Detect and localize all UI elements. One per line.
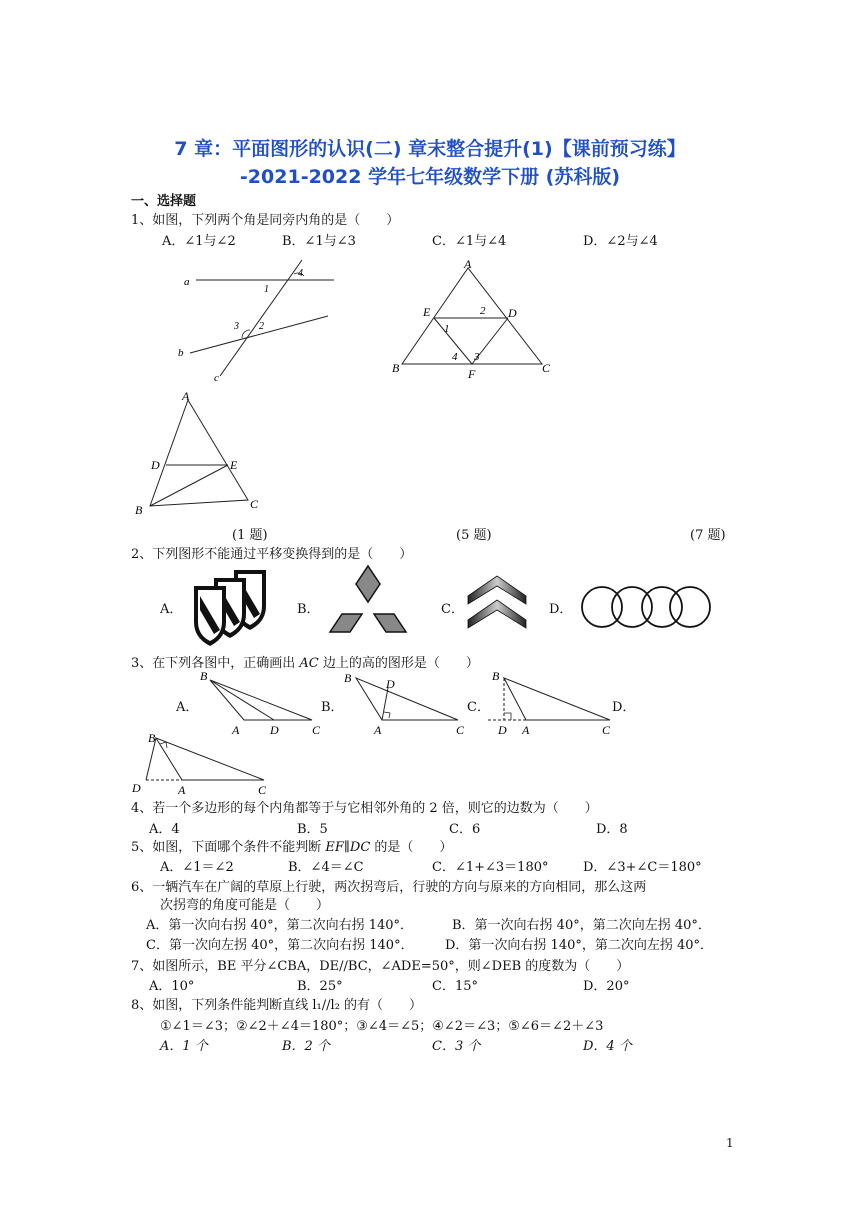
caption-q7: (7 题) <box>690 528 726 543</box>
svg-text:D: D <box>498 723 507 737</box>
label-2: 2 <box>480 305 486 317</box>
svg-text:A: A <box>232 723 240 737</box>
rings-logo-icon <box>578 584 714 630</box>
caption-q1: (1 题) <box>232 528 268 543</box>
q4-option-c: C．6 <box>449 822 481 837</box>
svg-text:B: B <box>344 671 352 685</box>
q3-option-a: A． <box>176 700 199 715</box>
page-title-line1: 7 章：平面图形的认识(二) 章末整合提升(1)【课前预习练】 <box>174 138 686 160</box>
label-E: E <box>230 458 238 472</box>
svg-text:C: C <box>456 723 465 737</box>
q4-option-b: B．5 <box>297 822 328 837</box>
q8-stem: 8、如图，下列条件能判断直线 l₁//l₂ 的有（ ） <box>131 998 423 1013</box>
q7-option-c: C．15° <box>432 979 478 994</box>
q2-stem: 2、下列图形不能通过平移变换得到的是（ ） <box>131 547 413 562</box>
q4-option-a: A．4 <box>149 822 180 837</box>
q1-option-d: D．∠2与∠4 <box>583 234 658 249</box>
q8-option-c: C．3 个 <box>432 1039 481 1054</box>
label-2: 2 <box>259 321 264 332</box>
figure-q3-c <box>486 668 616 738</box>
q1-option-a: A．∠1与∠2 <box>162 234 236 249</box>
q7-stem: 7、如图所示，BE 平分∠CBA，DE//BC，∠ADE=50°，则∠DEB 的度数为（ ） <box>131 959 630 974</box>
q7-option-b: B．25° <box>297 979 343 994</box>
label-B: B <box>135 503 143 517</box>
q4-option-d: D．8 <box>596 822 628 837</box>
page-title-line2: -2021-2022 学年七年级数学下册 (苏科版) <box>239 166 621 188</box>
q6-option-c: C．第一次向左拐 40°，第二次向右拐 140°． <box>146 938 414 953</box>
q6-option-b: B．第一次向右拐 40°，第二次向左拐 40°． <box>452 918 711 933</box>
label-4: 4 <box>452 351 458 363</box>
label-A: A <box>182 389 190 403</box>
label-D: D <box>151 458 160 472</box>
page-number: 1 <box>726 1136 734 1150</box>
q5-option-a: A．∠1＝∠2 <box>160 860 234 875</box>
diamond-logo-icon <box>326 564 410 636</box>
q3-option-c: C． <box>467 700 490 715</box>
label-A: A <box>464 257 472 271</box>
label-B: B <box>392 361 400 375</box>
q8-conditions: ①∠1＝∠3；②∠2＋∠4＝180°；③∠4＝∠5；④∠2＝∠3；⑤∠6＝∠2＋∠3 <box>160 1019 604 1034</box>
q8-option-d: D．4 个 <box>583 1039 632 1054</box>
q1-option-b: B．∠1与∠3 <box>282 234 356 249</box>
q1-option-c: C．∠1与∠4 <box>432 234 507 249</box>
label-1: 1 <box>444 323 450 335</box>
svg-text:C: C <box>602 723 611 737</box>
figure-q1-lines <box>176 258 336 388</box>
q3-option-b: B． <box>321 700 344 715</box>
q5-option-b: B．∠4＝∠C <box>288 860 364 875</box>
label-E: E <box>423 305 431 319</box>
q2-option-c: C． <box>441 602 464 617</box>
label-3: 3 <box>234 321 239 332</box>
label-C: C <box>250 497 259 511</box>
q2-option-b: B． <box>297 602 320 617</box>
svg-text:B: B <box>148 731 156 745</box>
label-a: a <box>184 276 190 288</box>
q6-option-d: D．第一次向右拐 140°，第二次向左拐 40°． <box>445 938 714 953</box>
figure-q7-triangle <box>130 388 270 520</box>
figure-q3-b <box>342 668 472 738</box>
shield-logo-icon <box>190 566 270 648</box>
svg-text:D: D <box>270 723 279 737</box>
label-b: b <box>178 347 184 359</box>
label-c: c <box>214 372 219 384</box>
q5-option-d: D．∠3+∠C＝180° <box>583 860 702 875</box>
q6-stem-line2: 次拐弯的角度可能是（ ） <box>160 898 330 913</box>
chevron-logo-icon <box>466 570 528 636</box>
svg-text:C: C <box>258 783 267 797</box>
figure-q3-d <box>130 730 280 800</box>
q6-stem-line1: 6、一辆汽车在广阔的草原上行驶，两次拐弯后，行驶的方向与原来的方向相同，那么这两 <box>131 880 647 895</box>
svg-text:D: D <box>386 677 395 691</box>
svg-text:B: B <box>200 669 208 683</box>
q5-option-c: C．∠1+∠3＝180° <box>432 860 549 875</box>
svg-text:A: A <box>178 783 186 797</box>
svg-text:D: D <box>132 781 141 795</box>
label-3: 3 <box>474 351 480 363</box>
svg-text:A: A <box>374 723 382 737</box>
section-heading: 一、选择题 <box>131 194 197 209</box>
label-1: 1 <box>264 284 269 295</box>
svg-text:A: A <box>522 723 530 737</box>
q3-option-d: D． <box>612 700 636 715</box>
q2-option-a: A． <box>160 602 183 617</box>
q6-option-a: A．第一次向右拐 40°，第二次向右拐 140°． <box>146 918 414 933</box>
figure-q3-a <box>198 668 328 738</box>
q7-option-a: A．10° <box>149 979 195 994</box>
label-F: F <box>468 367 476 381</box>
q4-stem: 4、若一个多边形的每个内角都等于与它相邻外角的 2 倍，则它的边数为（ ） <box>131 801 598 816</box>
label-D: D <box>508 306 517 320</box>
q3-stem: 3、在下列各图中，正确画出 AC 边上的高的图形是（ ） <box>131 656 479 671</box>
q8-option-a: A．1 个 <box>160 1039 208 1054</box>
label-C: C <box>542 361 551 375</box>
svg-text:C: C <box>312 723 321 737</box>
q1-stem: 1、如图，下列两个角是同旁内角的是（ ） <box>131 213 400 228</box>
q5-stem: 5、如图，下面哪个条件不能判断 EF∥DC 的是（ ） <box>131 840 453 855</box>
q8-option-b: B．2 个 <box>282 1039 330 1054</box>
label-4: 4 <box>298 268 303 279</box>
svg-text:B: B <box>492 669 500 683</box>
q2-option-d: D． <box>549 602 573 617</box>
caption-q5: (5 题) <box>456 528 492 543</box>
figure-q5-triangle <box>388 256 558 381</box>
q7-option-d: D．20° <box>583 979 630 994</box>
